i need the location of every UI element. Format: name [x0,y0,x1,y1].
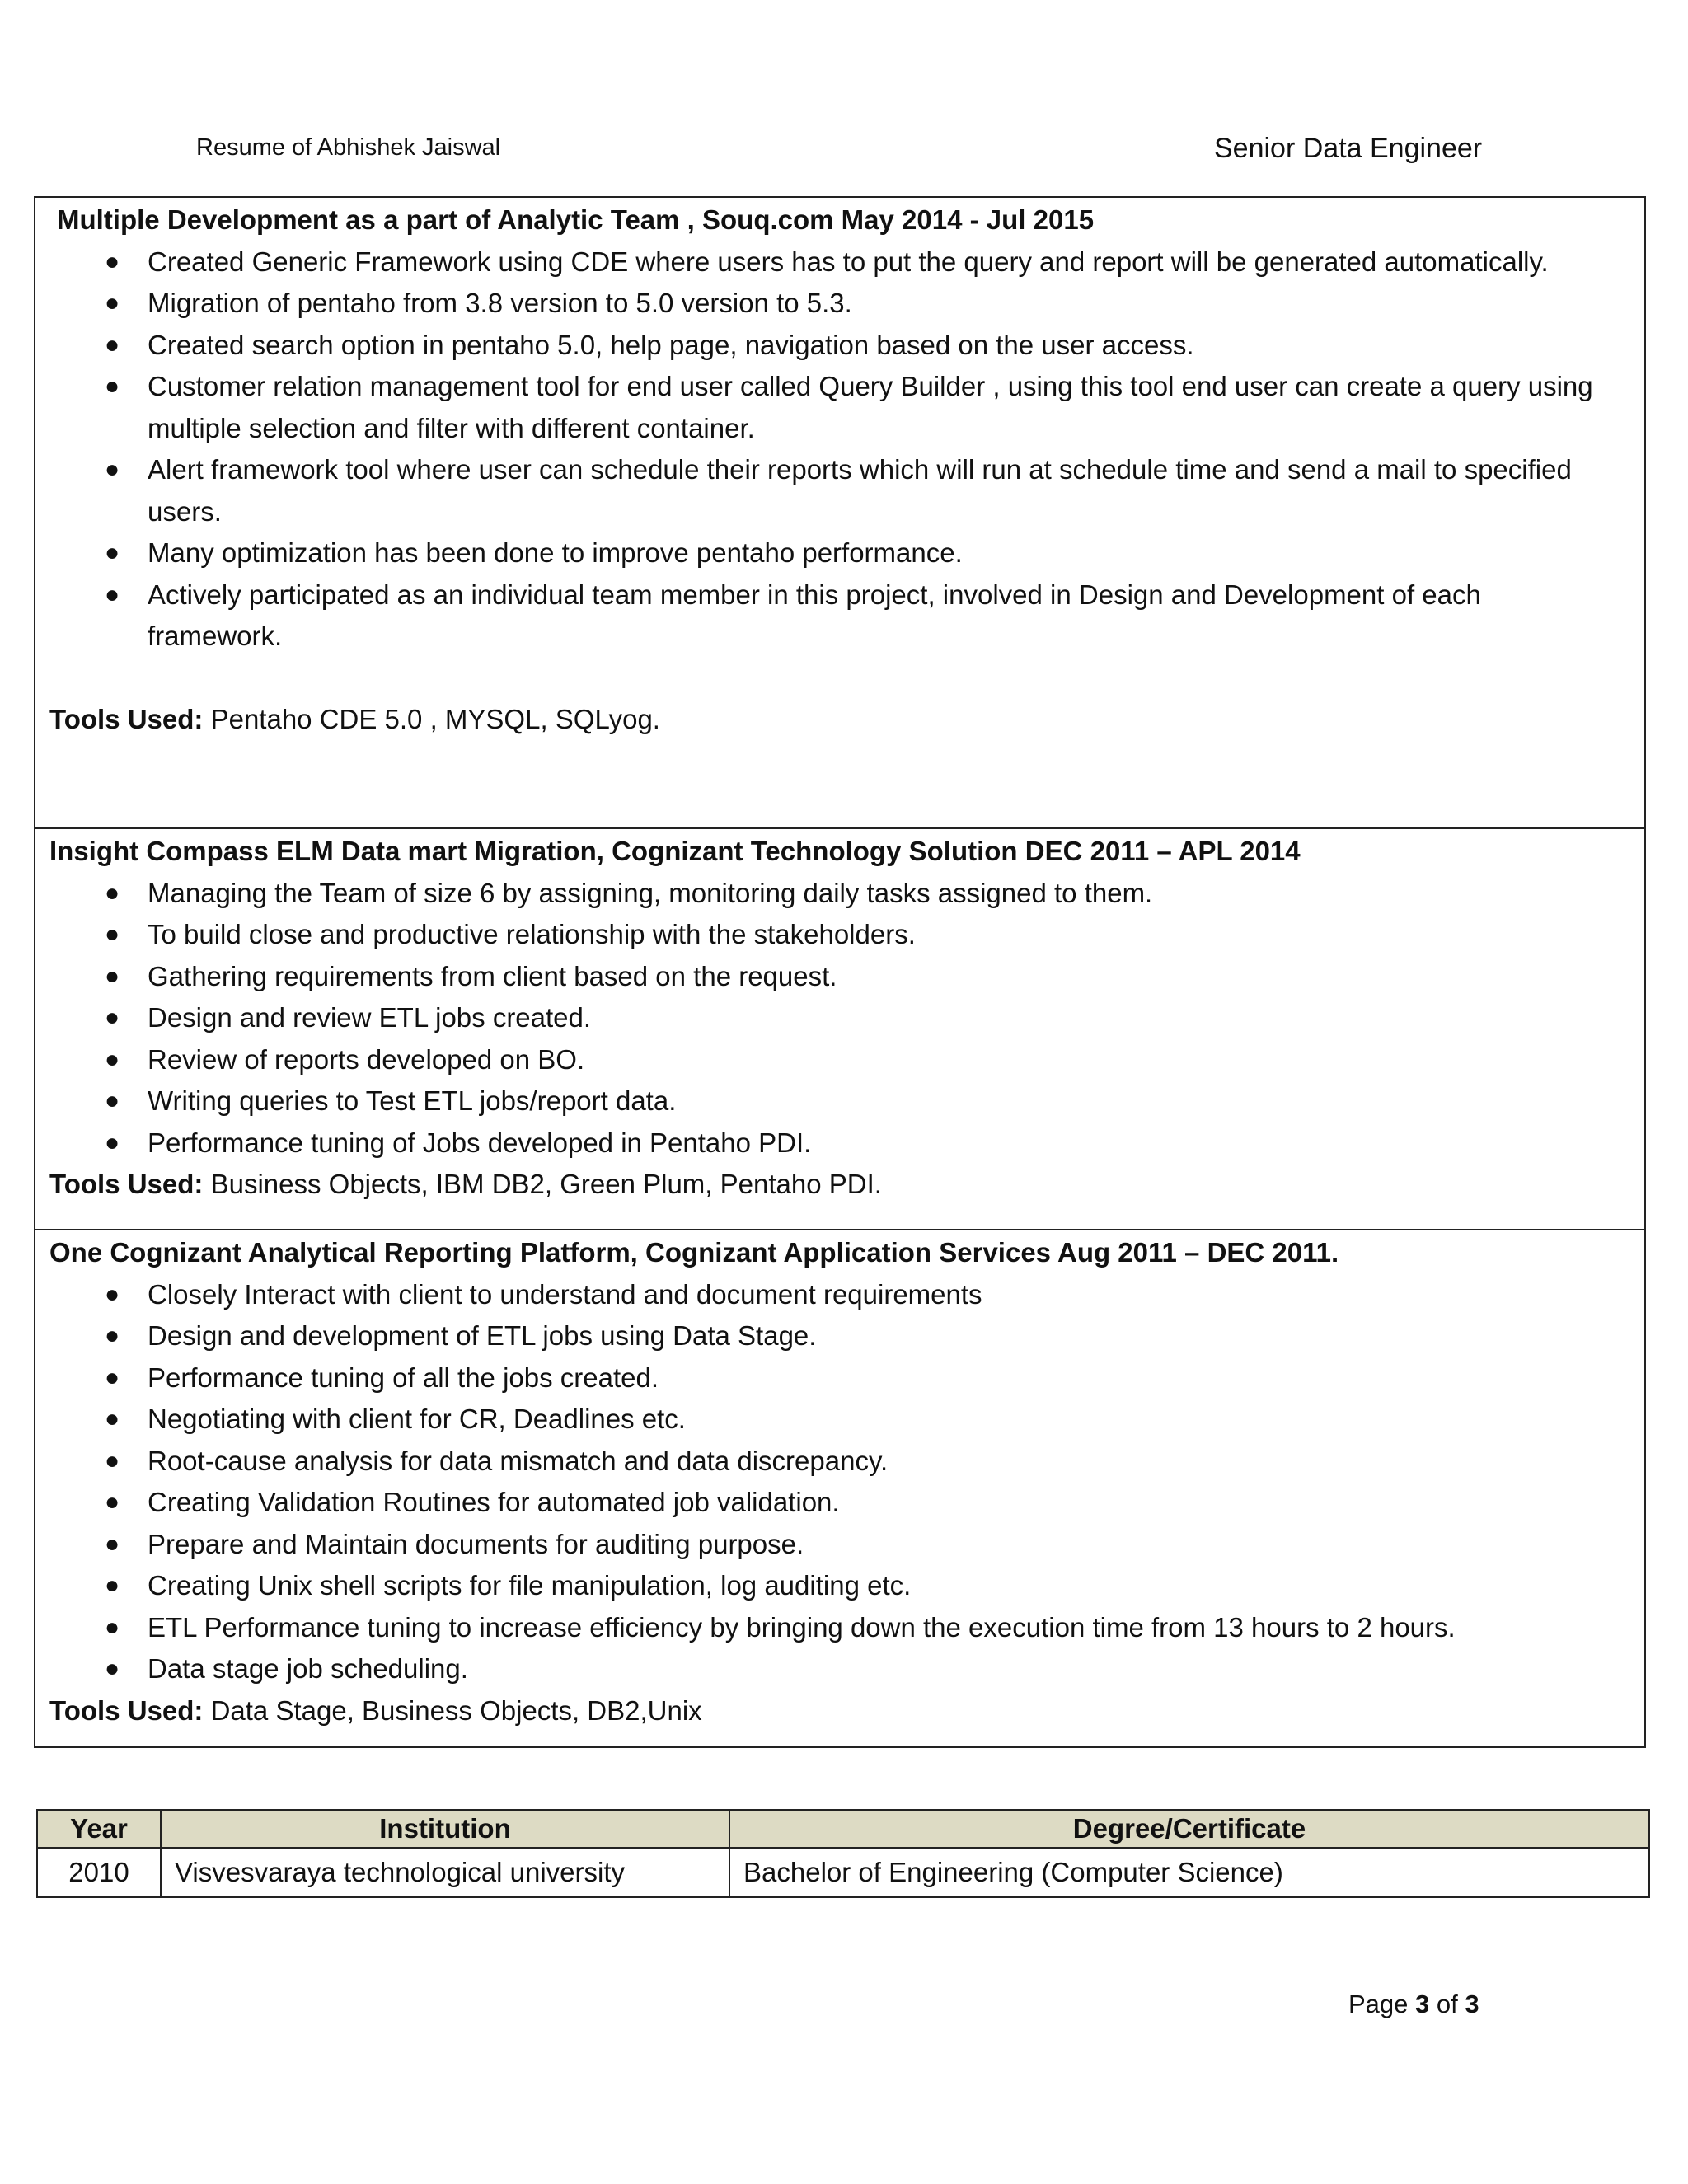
tools-value: Business Objects, IBM DB2, Green Plum, Pentaho PDI. [203,1169,882,1199]
bullet-item: ● Many optimization has been done to improve pentaho performance. [57,532,1644,574]
page-number: Page 3 of 3 [1348,1990,1479,2018]
page-current: 3 [1415,1990,1430,2018]
bullet-item: ● Migration of pentaho from 3.8 version to 5.0 version to 5.3. [57,283,1644,325]
bullet-icon: ● [105,1087,120,1114]
header-resume-name: Resume of Abhishek Jaiswal [196,134,501,161]
tools-used [49,699,1644,741]
bullet-item: ● Customer relation management tool for end user called Query Builder , using this tool end user can create a query using multiple selection and filter with different container. [57,366,1644,449]
column-header-institution: Institution [161,1810,729,1848]
bullet-item: ● Design and review ETL jobs created. [49,997,1644,1039]
tools-label: Tools Used: [49,1694,204,1726]
bullet-icon: ● [105,373,120,400]
bullet-item: ● Design and development of ETL jobs using Data Stage. [49,1315,1644,1357]
project-title: Multiple Development as a part of Analytic Team , Souq.com May 2014 - Jul 2015 [57,204,1095,235]
bullet-icon: ● [105,1530,120,1558]
bullet-item: ● Created Generic Framework using CDE where users has to put the query and report will be generated automatically. [57,241,1644,284]
bullet-icon: ● [105,456,120,483]
bullet-item: ● To build close and productive relationship with the stakeholders. [49,914,1644,956]
bullet-icon: ● [105,580,120,608]
bullet-item: ● Alert framework tool where user can schedule their reports which will run at schedule time and send a mail to specified users. [57,449,1644,532]
bullet-item: ● Creating Unix shell scripts for file manipulation, log auditing etc. [49,1565,1644,1607]
tools-value: Pentaho CDE 5.0 , MYSQL, SQLyog. [203,703,660,734]
bullet-icon: ● [105,962,120,990]
bullet-item: ● Performance tuning of all the jobs created. [49,1357,1644,1399]
bullet-item: ● Managing the Team of size 6 by assigning, monitoring daily tasks assigned to them. [49,873,1644,915]
bullet-item: ● Created search option in pentaho 5.0, help page, navigation based on the user access. [57,325,1644,367]
project-bullets [49,1274,1644,1690]
bullet-item: ● ETL Performance tuning to increase efficiency by bringing down the execution time from 13 hours to 2 hours. [49,1607,1644,1649]
project-souq [35,198,1644,829]
bullet-icon: ● [105,1322,120,1349]
education-degree: Bachelor of Engineering (Computer Science) [729,1848,1649,1897]
bullet-item: ● Negotiating with client for CR, Deadlines etc. [49,1399,1644,1441]
bullet-icon: ● [105,539,120,566]
project-title: Insight Compass ELM Data mart Migration, Cognizant Technology Solution DEC 2011 – APL 2014 [49,836,1301,866]
bullet-item: ● Writing queries to Test ETL jobs/report data. [49,1080,1644,1122]
bullet-icon: ● [105,330,120,359]
bullet-item: ● Gathering requirements from client based on the request. [49,956,1644,998]
project-bullets [49,873,1644,1165]
education-institution: Visvesvaraya technological university [161,1848,729,1897]
column-header-year: Year [37,1810,161,1848]
project-title: One Cognizant Analytical Reporting Platform, Cognizant Application Services Aug 2011 – DEC 2011. [49,1237,1339,1268]
bullet-item: ● Data stage job scheduling. [49,1648,1644,1690]
education-header-row [37,1810,1649,1848]
bullet-icon: ● [105,1655,120,1682]
bullet-item: ● Prepare and Maintain documents for auditing purpose. [49,1524,1644,1566]
bullet-item: ● Actively participated as an individual team member in this project, involved in Design and Development of each framework. [57,574,1644,658]
bullet-icon: ● [105,1488,120,1516]
education-table [36,1809,1650,1898]
bullet-item: ● Root-cause analysis for data mismatch and data discrepancy. [49,1441,1644,1483]
bullet-icon: ● [105,1446,120,1474]
bullet-icon: ● [105,1405,120,1432]
project-insight-compass [35,829,1644,1230]
education-year: 2010 [37,1848,161,1897]
tools-label: Tools Used: [49,1169,204,1199]
bullet-icon: ● [105,247,120,275]
header-job-title: Senior Data Engineer [1214,133,1483,164]
bullet-icon: ● [105,1045,120,1073]
bullet-icon: ● [105,1128,120,1156]
column-header-degree: Degree/Certificate [729,1810,1649,1848]
tools-label: Tools Used: [49,703,204,734]
project-one-cognizant [35,1230,1644,1746]
tools-value: Data Stage, Business Objects, DB2,Unix [203,1694,702,1726]
project-bullets [57,241,1644,658]
tools-used [49,1164,1644,1206]
bullet-item: ● Closely Interact with client to understand and document requirements [49,1274,1644,1316]
bullet-item: ● Creating Validation Routines for automated job validation. [49,1482,1644,1524]
bullet-icon: ● [105,1280,120,1308]
bullet-item: ● Review of reports developed on BO. [49,1039,1644,1081]
bullet-icon: ● [105,1613,120,1641]
projects-box [34,196,1646,1748]
bullet-icon: ● [105,289,120,316]
bullet-icon: ● [105,879,120,907]
page-total: 3 [1465,1990,1479,2018]
bullet-icon: ● [105,1572,120,1599]
bullet-icon: ● [105,1363,120,1391]
bullet-item: ● Performance tuning of Jobs developed in Pentaho PDI. [49,1122,1644,1165]
bullet-icon: ● [105,921,120,948]
table-row [37,1848,1649,1897]
bullet-icon: ● [105,1004,120,1031]
tools-used [49,1690,1644,1732]
